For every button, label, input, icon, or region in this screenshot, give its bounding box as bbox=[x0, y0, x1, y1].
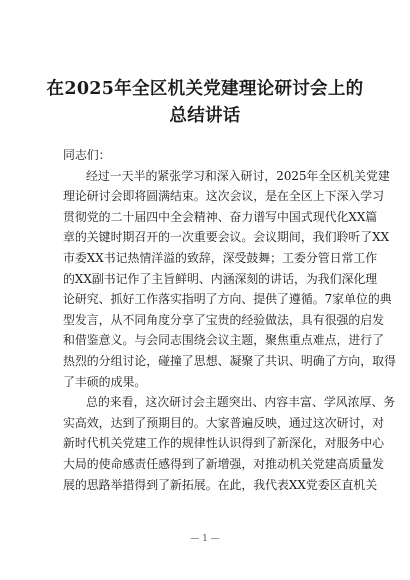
page-number: — 1 — bbox=[190, 534, 220, 544]
paragraph-line: 总的来看，这次研讨会主题突出、内容丰富、学风浓厚、务 bbox=[86, 395, 396, 410]
paragraph-line: 章的关键时期召开的一次重要会议。会议期间，我们聆听了XX bbox=[63, 230, 390, 245]
paragraph-line: 了丰硕的成果。 bbox=[63, 374, 147, 389]
paragraph-1 bbox=[63, 166, 396, 393]
paragraph-2 bbox=[63, 392, 396, 495]
paragraph-line: 理论研讨会即将圆满结束。这次会议，是在全区上下深入学习 bbox=[63, 189, 385, 204]
paragraph-line: 论研究、抓好工作落实指明了方向、提供了遵循。7家单位的典 bbox=[63, 292, 392, 307]
paragraph-line: 展的思路举措得到了新拓展。在此，我代表XX党委区直机关 bbox=[63, 477, 378, 492]
title-line-1: 在2025年全区机关党建理论研讨会上的 bbox=[46, 79, 364, 99]
paragraph-line: 经过一天半的紧张学习和深入研讨，2025年全区机关党建 bbox=[86, 168, 390, 183]
paragraph-line: 热烈的分组讨论，碰撞了思想、凝聚了共识、明确了方向，取得 bbox=[63, 353, 396, 368]
paragraph-line: 型发言，从不同角度分享了宝贵的经验做法，具有很强的启发 bbox=[63, 312, 385, 327]
paragraph-line: 市委XX书记热情洋溢的致辞，深受鼓舞；工委分管日常工作 bbox=[63, 250, 378, 265]
paragraph-line: 新时代机关党建工作的规律性认识得到了新深化，对服务中心 bbox=[63, 436, 385, 451]
paragraph-line: 和借鉴意义。与会同志围绕会议主题，聚焦重点难点，进行了 bbox=[63, 333, 385, 348]
paragraph-line: 实高效，达到了预期目的。大家普遍反映，通过这次研讨，对 bbox=[63, 415, 385, 430]
document-body bbox=[63, 145, 396, 495]
paragraph-line: 的XX副书记作了主旨鲜明、内涵深刻的讲话，为我们深化理 bbox=[63, 271, 378, 286]
salutation: 同志们： bbox=[63, 148, 111, 162]
document-title bbox=[0, 76, 410, 130]
paragraph-line: 大局的使命感责任感得到了新增强，对推动机关党建高质量发 bbox=[63, 456, 385, 471]
title-line-2: 总结讲话 bbox=[169, 106, 241, 126]
paragraph-line: 贯彻党的二十届四中全会精神、奋力谱写中国式现代化XX篇 bbox=[63, 209, 378, 224]
